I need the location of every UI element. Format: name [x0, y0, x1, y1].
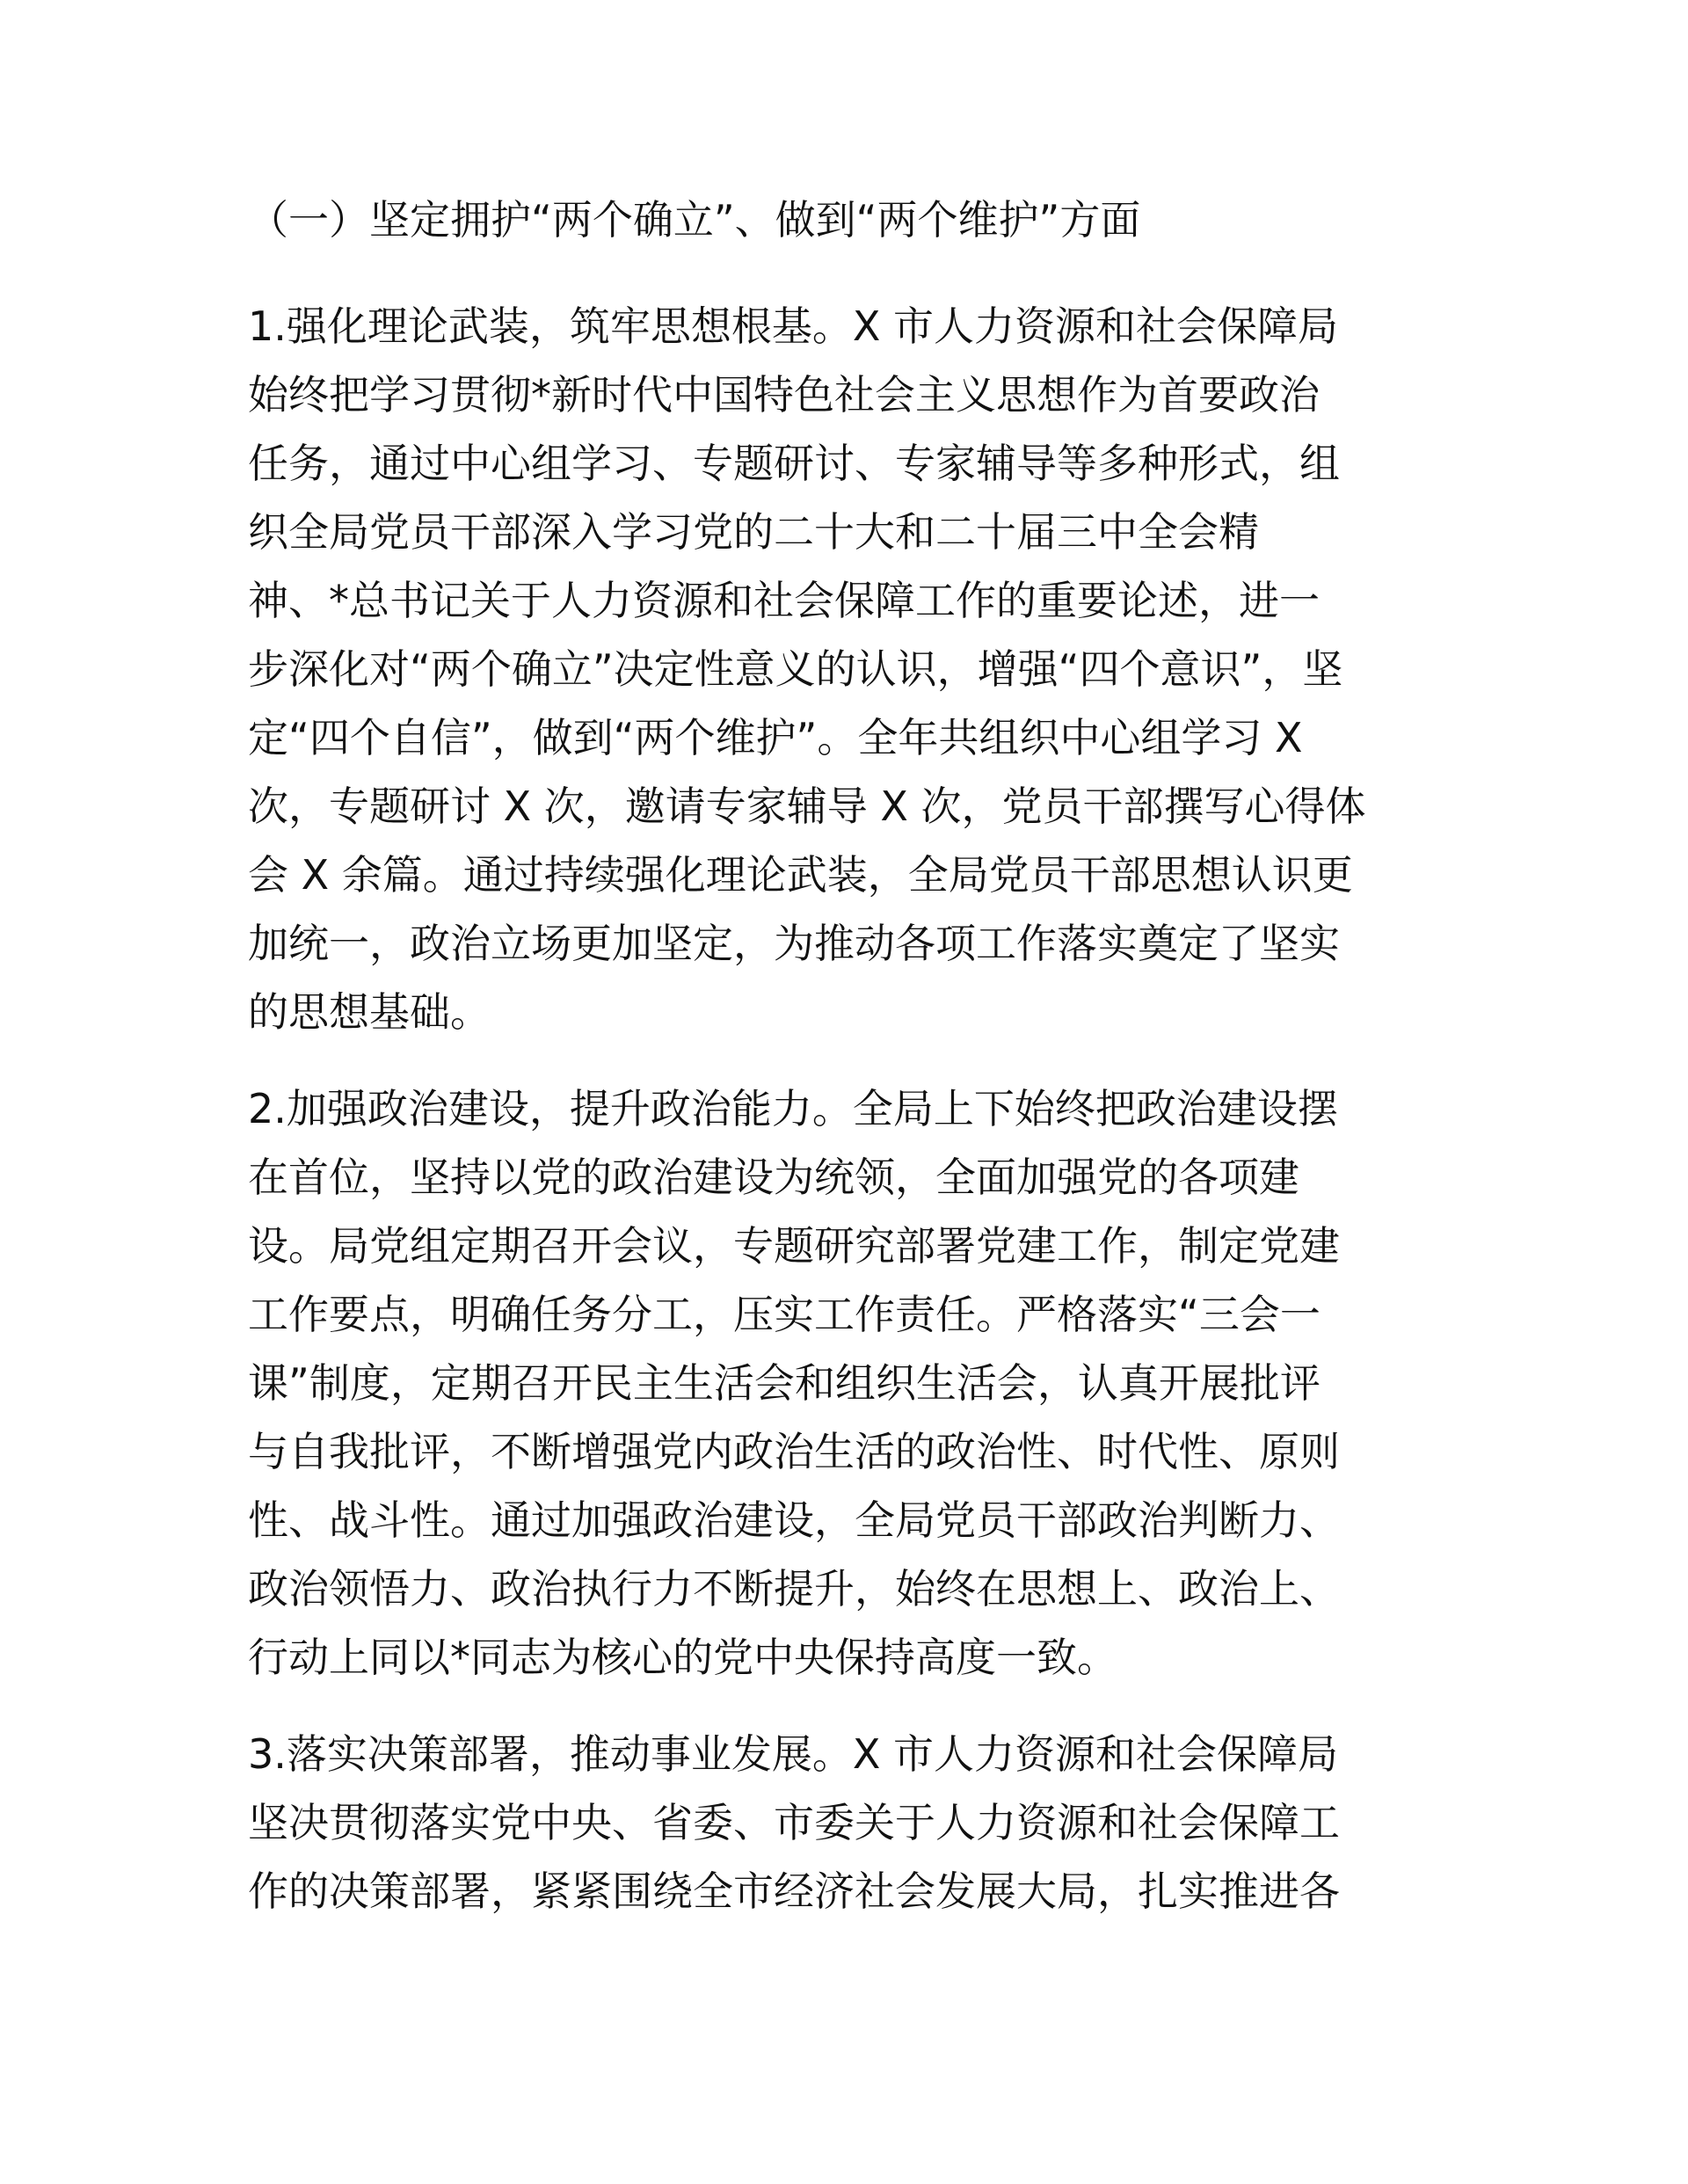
paragraph-line: 定“四个自信”，做到“两个维护”。全年共组织中心组学习 X [248, 714, 1303, 761]
paragraph-line: 性、战斗性。通过加强政治建设，全局党员干部政治判断力、 [248, 1496, 1340, 1544]
paragraph-line: 工作要点，明确任务分工，压实工作责任。严格落实“三会一 [248, 1291, 1321, 1338]
paragraph-line: 始终把学习贯彻*新时代中国特色社会主义思想作为首要政治 [248, 371, 1320, 419]
paragraph-line: 政治领悟力、政治执行力不断提升，始终在思想上、政治上、 [248, 1565, 1340, 1613]
paragraph-line: 会 X 余篇。通过持续强化理论武装，全局党员干部思想认识更 [248, 851, 1353, 899]
paragraph-3 [248, 1720, 1444, 1926]
paragraph-line: 行动上同以*同志为核心的党中央保持高度一致。 [248, 1634, 1117, 1681]
paragraph-line: 设。局党组定期召开会议，专题研究部署党建工作，制定党建 [248, 1222, 1340, 1270]
paragraph-line: 神、*总书记关于人力资源和社会保障工作的重要论述，进一 [248, 577, 1320, 624]
paragraph-2 [248, 1074, 1444, 1692]
section-heading: （一）坚定拥护“两个确立”、做到“两个维护”方面 [248, 196, 1141, 244]
document-body [248, 186, 1444, 1954]
paragraph-line: 坚决贯彻落实党中央、省委、市委关于人力资源和社会保障工 [248, 1799, 1340, 1846]
paragraph-line: 1.强化理论武装，筑牢思想根基。X 市人力资源和社会保障局 [248, 302, 1339, 350]
paragraph-line: 织全局党员干部深入学习党的二十大和二十届三中全会精 [248, 508, 1259, 556]
paragraph-1 [248, 292, 1444, 1046]
paragraph-line: 步深化对“两个确立”决定性意义的认识，增强“四个意识”，坚 [248, 645, 1343, 693]
paragraph-line: 3.落实决策部署，推动事业发展。X 市人力资源和社会保障局 [248, 1730, 1339, 1778]
paragraph-line: 的思想基础。 [248, 988, 491, 1036]
paragraph-line: 加统一，政治立场更加坚定，为推动各项工作落实奠定了坚实 [248, 920, 1340, 967]
paragraph-line: 课”制度，定期召开民主生活会和组织生活会，认真开展批评 [248, 1359, 1321, 1407]
paragraph-line: 2.加强政治建设，提升政治能力。全局上下始终把政治建设摆 [248, 1085, 1338, 1132]
paragraph-line: 任务，通过中心组学习、专题研讨、专家辅导等多种形式，组 [248, 440, 1340, 487]
paragraph-line: 与自我批评，不断增强党内政治生活的政治性、时代性、原则 [248, 1428, 1340, 1475]
paragraph-line: 次，专题研讨 X 次，邀请专家辅导 X 次，党员干部撰写心得体 [248, 783, 1366, 830]
paragraph-line: 在首位，坚持以党的政治建设为统领，全面加强党的各项建 [248, 1154, 1299, 1201]
paragraph-line: 作的决策部署，紧紧围绕全市经济社会发展大局，扎实推进各 [248, 1867, 1340, 1915]
